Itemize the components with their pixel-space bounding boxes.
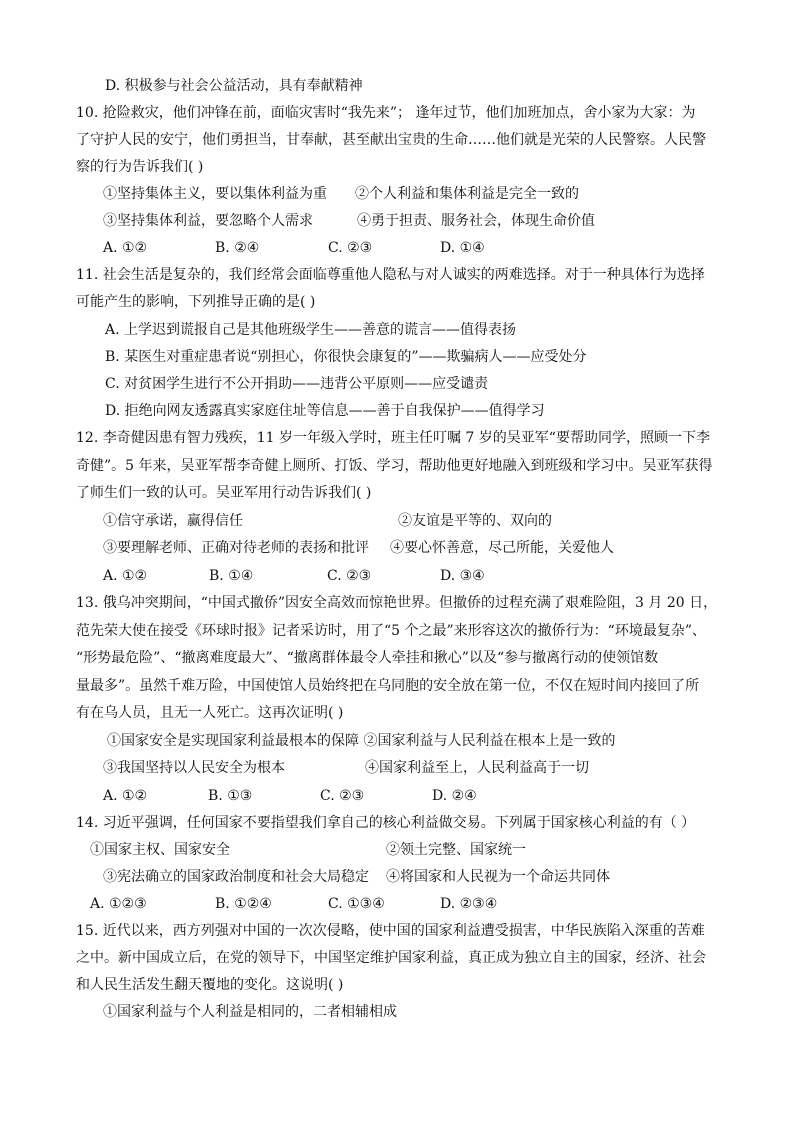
q15-stem-line-2: 之中。新中国成立后，在党的领导下，中国坚定维护国家利益，真正成为独立自主的国家，经济、社会 — [76, 950, 706, 966]
q10-stem-line-1: 10. 抢险救灾，他们冲锋在前，面临灾害时“我先来”； 逢年过节，他们加班加点，舍小家为大家：为 — [76, 105, 696, 121]
q10-choice-b: B. ②④ — [215, 240, 260, 256]
q15-stem-line-3: 和人民生活发生翻天覆地的变化。这说明( ) — [76, 977, 344, 993]
q10-statement-1: ①坚持集体主义，要以集体利益为重 — [103, 186, 327, 202]
q10-stem-line-3: 察的行为告诉我们( ) — [76, 159, 204, 175]
q10-choice-a: A. ①② — [103, 240, 148, 256]
q12-statement-2: ②友谊是平等的、双向的 — [398, 513, 552, 529]
q13-stem-line-5: 有在乌人员，且无一人死亡。这再次证明( ) — [76, 705, 344, 721]
q12-stem-line-2: 奇健”。5 年来，吴亚军帮李奇健上厕所、打饭、学习，帮助他更好地融入到班级和学习中。吴亚军获得 — [76, 458, 713, 474]
q13-stem-line-3: “形势最危险”、“撤离难度最大”、“撤离群体最令人牵挂和揪心”以及“参与撤离行动的使领馆数 — [76, 650, 659, 666]
q13-stem-line-2: 范先荣大使在接受《环球时报》记者采访时，用了“5 个之最”来形容这次的撤侨行为：“环境最复杂”、 — [76, 623, 706, 639]
q14-statement-2: ②领土完整、国家统一 — [386, 842, 526, 858]
q14-stem: 14. 习近平强调，任何国家不要指望我们拿自己的核心利益做交易。下列属于国家核心利益的有（ ） — [76, 815, 696, 831]
q12-choice-c: C. ②③ — [327, 568, 372, 584]
q15-statement-1: ①国家利益与个人利益是相同的，二者相辅相成 — [103, 1004, 397, 1020]
q11-stem-line-1: 11. 社会生活是复杂的，我们经常会面临尊重他人隐私与对人诚实的两难选择。对于一种具体行为选择 — [76, 267, 705, 283]
q11-option-c: C. 对贫困学生进行不公开捐助——违背公平原则——应受谴责 — [105, 376, 489, 392]
q12-stem-line-3: 了师生们一致的认可。吴亚军用行动告诉我们( ) — [76, 485, 372, 501]
q12-choice-b: B. ①④ — [209, 568, 254, 584]
q12-stem-line-1: 12. 李奇健因患有智力残疾，11 岁一年级入学时，班主任叮嘱 7 岁的吴亚军“要帮助同学，照顾一下李 — [76, 430, 710, 446]
q14-statement-1: ①国家主权、国家安全 — [90, 842, 230, 858]
q11-stem-line-2: 可能产生的影响，下列推导正确的是( ) — [76, 294, 316, 310]
q13-stem-line-4: 量最多”。虽然千难万险，中国使馆人员始终把在乌同胞的安全放在第一位，不仅在短时间内接回了所 — [76, 678, 700, 694]
q11-option-d: D. 拒绝向网友透露真实家庭住址等信息——善于自我保护——值得学习 — [105, 403, 545, 419]
q10-choice-d: D. ①④ — [440, 240, 485, 256]
q13-stem-line-1: 13. 俄乌冲突期间，“中国式撤侨”因安全高效而惊艳世界。但撤侨的过程充满了艰难险阻，3 月 20 日， — [76, 595, 718, 611]
q9-option-d: D. 积极参与社会公益活动，具有奉献精神 — [105, 78, 363, 94]
q12-choice-d: D. ③④ — [440, 568, 485, 584]
q12-choice-a: A. ①② — [103, 568, 148, 584]
q13-choice-a: A. ①② — [103, 788, 148, 804]
q10-choice-c: C. ②③ — [328, 240, 373, 256]
q13-choice-d: D. ②④ — [432, 788, 477, 804]
q14-statement-4: ④将国家和人民视为一个命运共同体 — [386, 869, 610, 885]
q12-statement-3: ③要理解老师、正确对待老师的表扬和批评 — [103, 540, 369, 556]
q13-statement-3: ③我国坚持以人民安全为根本 — [103, 760, 285, 776]
q10-statement-3: ③坚持集体利益，要忽略个人需求 — [103, 213, 313, 229]
q12-statement-1: ①信守承诺，赢得信任 — [103, 513, 243, 529]
q10-statement-2: ②个人利益和集体利益是完全一致的 — [355, 186, 579, 202]
q15-stem-line-1: 15. 近代以来，西方列强对中国的一次次侵略，使中国的国家利益遭受损害，中华民族陷入深重的苦难 — [76, 923, 705, 939]
q13-statements-1-2: ①国家安全是实现国家利益最根本的保障 ②国家利益与人民利益在根本上是一致的 — [107, 733, 616, 749]
q10-stem-line-2: 了守护人民的安宁，他们勇担当，甘奉献，甚至献出宝贵的生命……他们就是光荣的人民警察。人民警 — [76, 132, 706, 148]
q14-statement-3: ③宪法确立的国家政治制度和社会大局稳定 — [103, 869, 369, 885]
q14-choice-c: C. ①③④ — [328, 896, 385, 912]
q14-choice-b: B. ①②④ — [215, 896, 272, 912]
q12-statement-4: ④要心怀善意，尽己所能，关爱他人 — [390, 540, 614, 556]
q14-choice-a: A. ①②③ — [90, 896, 147, 912]
q13-choice-c: C. ②③ — [320, 788, 365, 804]
q11-option-b: B. 某医生对重症患者说“别担心，你很快会康复的”——欺骗病人——应受处分 — [105, 349, 587, 365]
q13-statement-4: ④国家利益至上，人民利益高于一切 — [365, 760, 589, 776]
q14-choice-d: D. ②③④ — [440, 896, 498, 912]
q13-choice-b: B. ①③ — [208, 788, 253, 804]
q11-option-a: A. 上学迟到谎报自己是其他班级学生——善意的谎言——值得表扬 — [105, 322, 517, 338]
q10-statement-4: ④勇于担责、服务社会，体现生命价值 — [357, 213, 595, 229]
